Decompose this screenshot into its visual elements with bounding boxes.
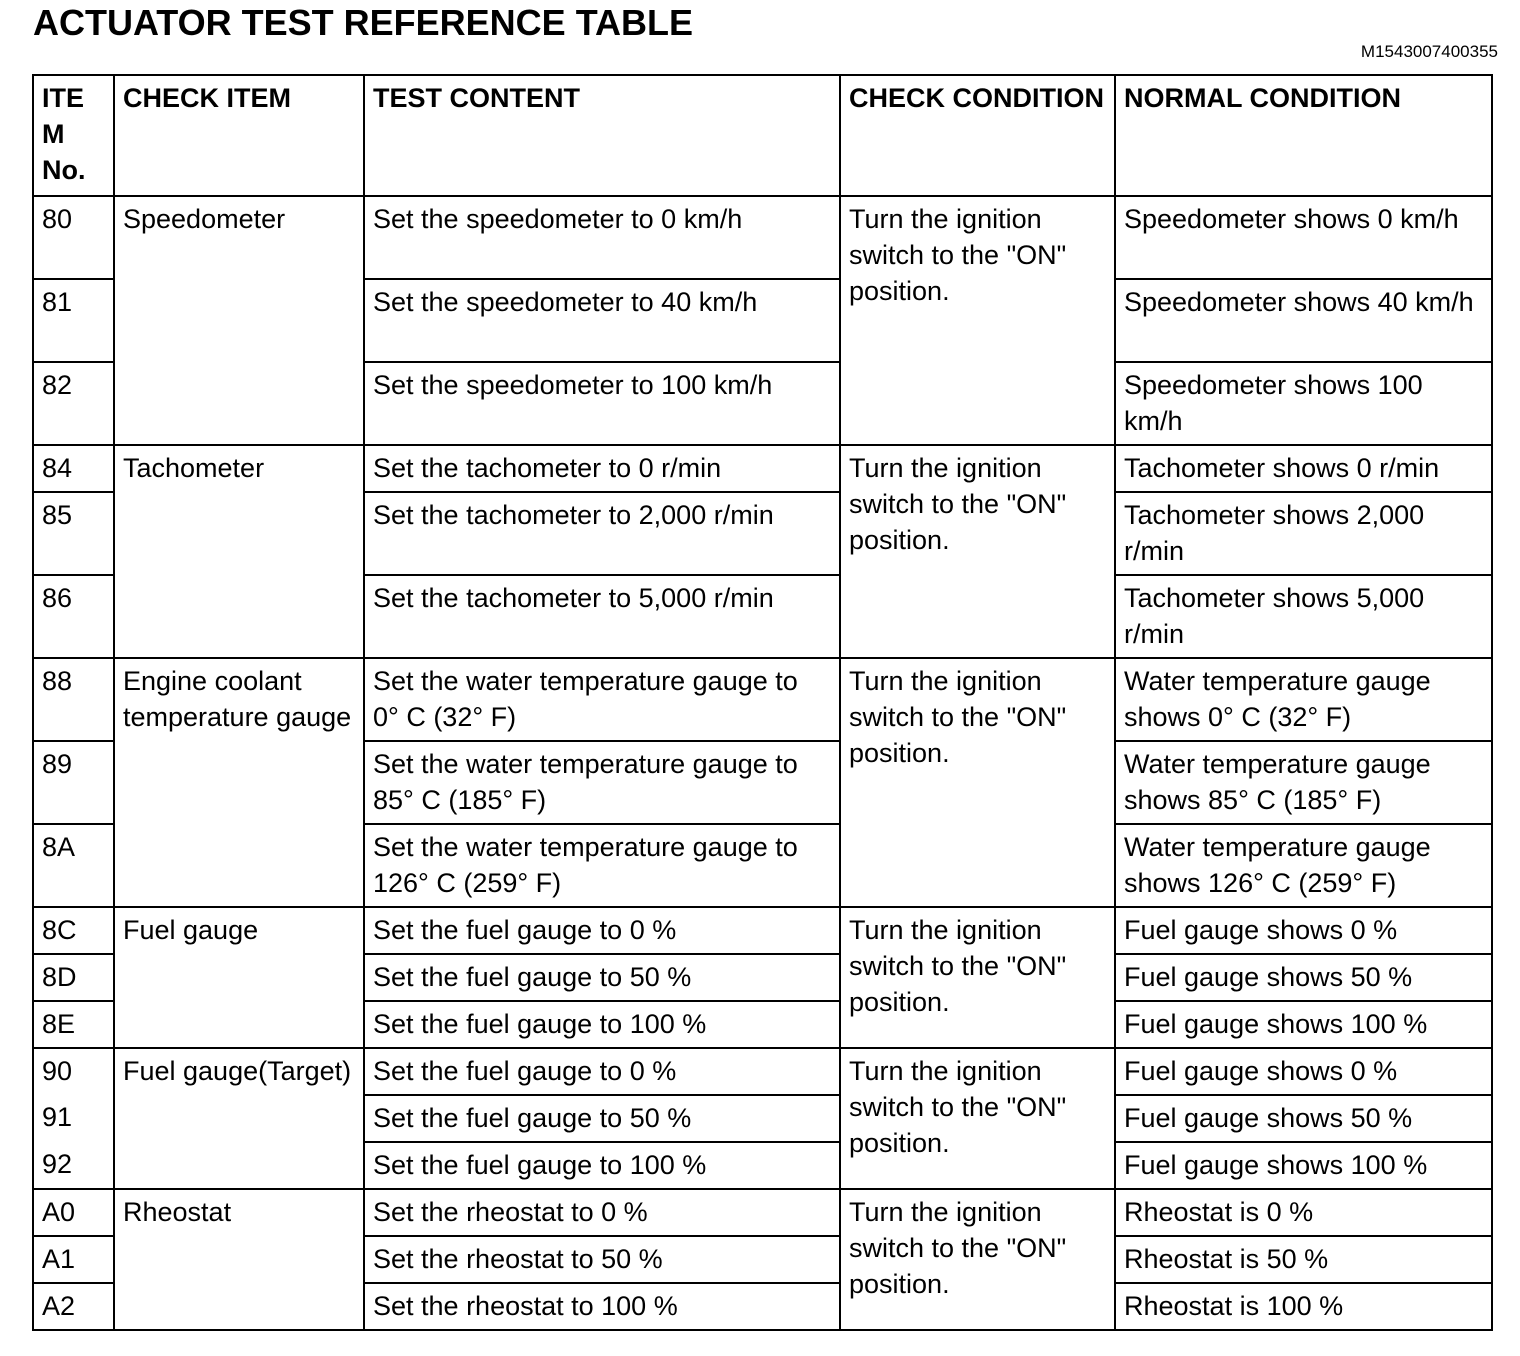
- test-content-cell: Set the water temperature gauge to 0° C (32° F): [364, 658, 840, 741]
- item-no-cell: A2: [33, 1283, 114, 1330]
- test-content-cell: Set the fuel gauge to 0 %: [364, 907, 840, 954]
- item-no-cell: 82: [33, 362, 114, 445]
- test-content-cell: Set the speedometer to 0 km/h: [364, 196, 840, 279]
- item-no-cell: 80: [33, 196, 114, 279]
- test-content-cell: Set the tachometer to 0 r/min: [364, 445, 840, 492]
- check-condition-cell: Turn the ignition switch to the "ON" position.: [840, 907, 1115, 1048]
- item-no-cell: 91: [33, 1095, 114, 1142]
- test-content-cell: Set the fuel gauge to 50 %: [364, 954, 840, 1001]
- item-no-cell: 85: [33, 492, 114, 575]
- normal-condition-cell: Fuel gauge shows 0 %: [1115, 907, 1492, 954]
- actuator-test-table: [32, 74, 1493, 1331]
- test-content-cell: Set the water temperature gauge to 85° C (185° F): [364, 741, 840, 824]
- normal-condition-cell: Rheostat is 50 %: [1115, 1236, 1492, 1283]
- normal-condition-cell: Fuel gauge shows 100 %: [1115, 1142, 1492, 1189]
- header-normal-condition: NORMAL CONDITION: [1115, 75, 1492, 196]
- normal-condition-cell: Fuel gauge shows 50 %: [1115, 1095, 1492, 1142]
- check-condition-cell: Turn the ignition switch to the "ON" position.: [840, 196, 1115, 445]
- test-content-cell: Set the rheostat to 100 %: [364, 1283, 840, 1330]
- normal-condition-cell: Fuel gauge shows 50 %: [1115, 954, 1492, 1001]
- normal-condition-cell: Rheostat is 100 %: [1115, 1283, 1492, 1330]
- test-content-cell: Set the fuel gauge to 50 %: [364, 1095, 840, 1142]
- header-item-no: ITE M No.: [33, 75, 114, 196]
- check-item-cell: Fuel gauge: [114, 907, 364, 1048]
- reference-code: M1543007400355: [1360, 42, 1498, 61]
- table-row: [33, 445, 1492, 492]
- check-item-cell: Tachometer: [114, 445, 364, 658]
- item-no-cell: 89: [33, 741, 114, 824]
- test-content-cell: Set the rheostat to 50 %: [364, 1236, 840, 1283]
- table-row: [33, 1048, 1492, 1095]
- item-no-cell: 88: [33, 658, 114, 741]
- header-check-item: CHECK ITEM: [114, 75, 364, 196]
- check-condition-cell: Turn the ignition switch to the "ON" position.: [840, 658, 1115, 907]
- check-item-cell: Fuel gauge(Target): [114, 1048, 364, 1189]
- check-item-cell: Speedometer: [114, 196, 364, 445]
- item-no-cell: 92: [33, 1142, 114, 1189]
- item-no-cell: 8E: [33, 1001, 114, 1048]
- test-content-cell: Set the fuel gauge to 100 %: [364, 1142, 840, 1189]
- test-content-cell: Set the tachometer to 2,000 r/min: [364, 492, 840, 575]
- check-item-cell: Engine coolant temperature gauge: [114, 658, 364, 907]
- item-no-cell: A1: [33, 1236, 114, 1283]
- test-content-cell: Set the water temperature gauge to 126° C (259° F): [364, 824, 840, 907]
- page-title: ACTUATOR TEST REFERENCE TABLE: [33, 2, 694, 43]
- header-test-content: TEST CONTENT: [364, 75, 840, 196]
- normal-condition-cell: Tachometer shows 5,000 r/min: [1115, 575, 1492, 658]
- normal-condition-cell: Tachometer shows 0 r/min: [1115, 445, 1492, 492]
- normal-condition-cell: Speedometer shows 0 km/h: [1115, 196, 1492, 279]
- item-no-cell: 81: [33, 279, 114, 362]
- table-row: [33, 1189, 1492, 1236]
- test-content-cell: Set the fuel gauge to 100 %: [364, 1001, 840, 1048]
- test-content-cell: Set the tachometer to 5,000 r/min: [364, 575, 840, 658]
- item-no-cell: 8D: [33, 954, 114, 1001]
- table-row: [33, 196, 1492, 279]
- test-content-cell: Set the fuel gauge to 0 %: [364, 1048, 840, 1095]
- table-row: [33, 658, 1492, 741]
- item-no-cell: 90: [33, 1048, 114, 1095]
- item-no-cell: 8C: [33, 907, 114, 954]
- test-content-cell: Set the speedometer to 100 km/h: [364, 362, 840, 445]
- table-row: [33, 907, 1492, 954]
- header-check-condition: CHECK CONDITION: [840, 75, 1115, 196]
- normal-condition-cell: Speedometer shows 40 km/h: [1115, 279, 1492, 362]
- normal-condition-cell: Water temperature gauge shows 85° C (185° F): [1115, 741, 1492, 824]
- test-content-cell: Set the rheostat to 0 %: [364, 1189, 840, 1236]
- check-item-cell: Rheostat: [114, 1189, 364, 1330]
- normal-condition-cell: Water temperature gauge shows 0° C (32° F): [1115, 658, 1492, 741]
- normal-condition-cell: Tachometer shows 2,000 r/min: [1115, 492, 1492, 575]
- normal-condition-cell: Fuel gauge shows 0 %: [1115, 1048, 1492, 1095]
- normal-condition-cell: Speedometer shows 100 km/h: [1115, 362, 1492, 445]
- check-condition-cell: Turn the ignition switch to the "ON" position.: [840, 445, 1115, 658]
- item-no-cell: 8A: [33, 824, 114, 907]
- check-condition-cell: Turn the ignition switch to the "ON" position.: [840, 1189, 1115, 1330]
- normal-condition-cell: Rheostat is 0 %: [1115, 1189, 1492, 1236]
- header-row: [33, 75, 1492, 196]
- normal-condition-cell: Fuel gauge shows 100 %: [1115, 1001, 1492, 1048]
- test-content-cell: Set the speedometer to 40 km/h: [364, 279, 840, 362]
- normal-condition-cell: Water temperature gauge shows 126° C (259° F): [1115, 824, 1492, 907]
- item-no-cell: A0: [33, 1189, 114, 1236]
- check-condition-cell: Turn the ignition switch to the "ON" position.: [840, 1048, 1115, 1189]
- item-no-cell: 86: [33, 575, 114, 658]
- item-no-cell: 84: [33, 445, 114, 492]
